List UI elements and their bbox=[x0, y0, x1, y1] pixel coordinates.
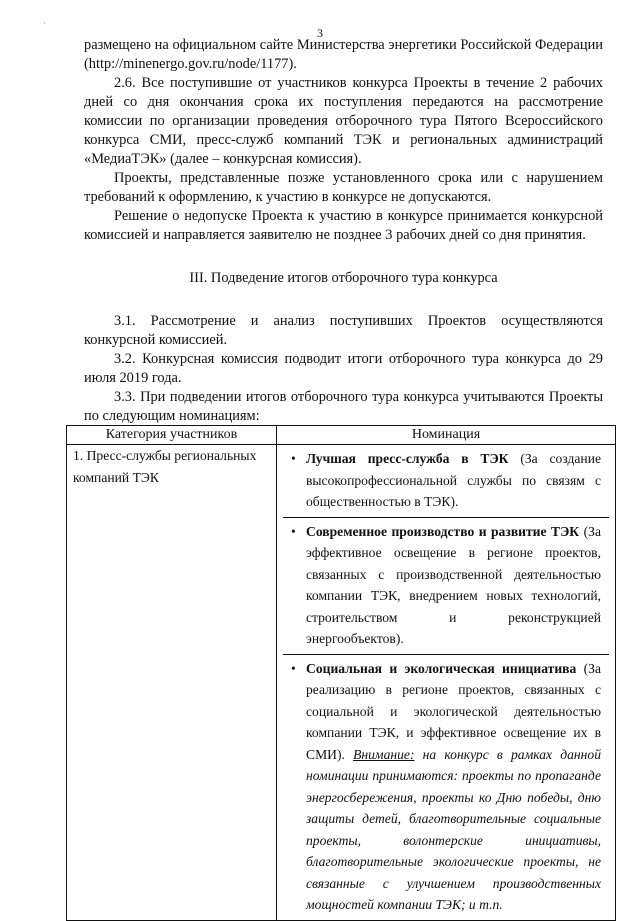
nomination-title: Социальная и экологическая инициатива bbox=[306, 660, 577, 676]
nomination-title: Современное производство и развитие ТЭК bbox=[306, 523, 580, 539]
attention-label: Внимание: bbox=[353, 746, 415, 762]
section-heading: III. Подведение итогов отборочного тура конкурса bbox=[189, 270, 498, 286]
nomination-title: Лучшая пресс-служба в ТЭК bbox=[306, 451, 509, 466]
paragraph-3-1: 3.1. Рассмотрение и анализ поступивших Проектов осуществляются конкурсной комиссией. bbox=[84, 313, 603, 348]
table-header-row bbox=[67, 426, 616, 445]
page-number: 3 bbox=[317, 26, 323, 40]
paragraph-3-3: 3.3. При подведении итогов отборочного тура конкурса учитываются Проекты по следующим номинациям: bbox=[84, 389, 603, 424]
nomination-modern-production bbox=[283, 517, 609, 654]
paragraph-website: размещено на официальном сайте Министерства энергетики Российской Федерации (http://minenergo.gov.ru/node/1177). bbox=[84, 37, 603, 72]
header-nomination: Номинация bbox=[277, 426, 616, 445]
table-row bbox=[67, 445, 616, 921]
scan-mark: · bbox=[43, 18, 46, 28]
bullet-icon: • bbox=[291, 523, 296, 539]
nomination-best-press-service bbox=[283, 445, 609, 517]
paragraph-2-6: 2.6. Все поступившие от участников конкурса Проекты в течение 2 рабочих дней со дня окончания срока их поступления передаются на рассмотрение комиссии по организации проведения отборочного тура Пятого Всероссийского конкурса СМИ, пресс-служб компаний ТЭК и региональных администраций «МедиаТЭК» (далее – конкурсная комиссия). bbox=[84, 75, 603, 167]
nominations-table bbox=[66, 425, 616, 921]
nomination-description: (За создание высокопрофессиональной службы по связям с общественностью в ТЭК). bbox=[306, 451, 602, 509]
paragraph-3-2: 3.2. Конкурсная комиссия подводит итоги отборочного тура конкурса до 29 июля 2019 года. bbox=[84, 351, 603, 386]
category-cell: 1. Пресс-службы региональных компаний ТЭК bbox=[67, 445, 277, 921]
paragraph-rejection-decision: Решение о недопуске Проекта к участию в конкурсе принимается конкурсной комиссией и направляется заявителю не позднее 3 рабочих дней со дня принятия. bbox=[84, 208, 603, 243]
attention-note: на конкурс в рамках данной номинации принимаются: проекты по пропаганде энергосбережения, проекты ко Дню победы, дню защиты детей, благотворительные социальные проекты, волонтерские инициативы, благотворительные экологические проекты, не связанные с улучшением производственных мощностей компании ТЭК; и т.п. bbox=[306, 746, 602, 912]
bullet-icon: • bbox=[291, 451, 296, 466]
nomination-cell bbox=[277, 445, 616, 921]
header-category: Категория участников bbox=[67, 426, 277, 445]
paragraph-late-projects: Проекты, представленные позже установленного срока или с нарушением требований к оформлению, к участию в конкурсе не допускаются. bbox=[84, 170, 603, 205]
nomination-description: (За реализацию в регионе проектов, связанных с социальной и экологической деятельностью компании ТЭК, и эффективное освещение их в СМИ). bbox=[306, 660, 601, 762]
document-body bbox=[84, 36, 603, 426]
bullet-icon: • bbox=[291, 660, 296, 676]
nomination-social-ecological bbox=[283, 654, 609, 920]
nomination-description: (За эффективное освещение в регионе проектов, связанных с производственной деятельностью компании ТЭК, внедрением новых технологий, строительством и реконструкцией энергообъектов). bbox=[306, 523, 601, 646]
